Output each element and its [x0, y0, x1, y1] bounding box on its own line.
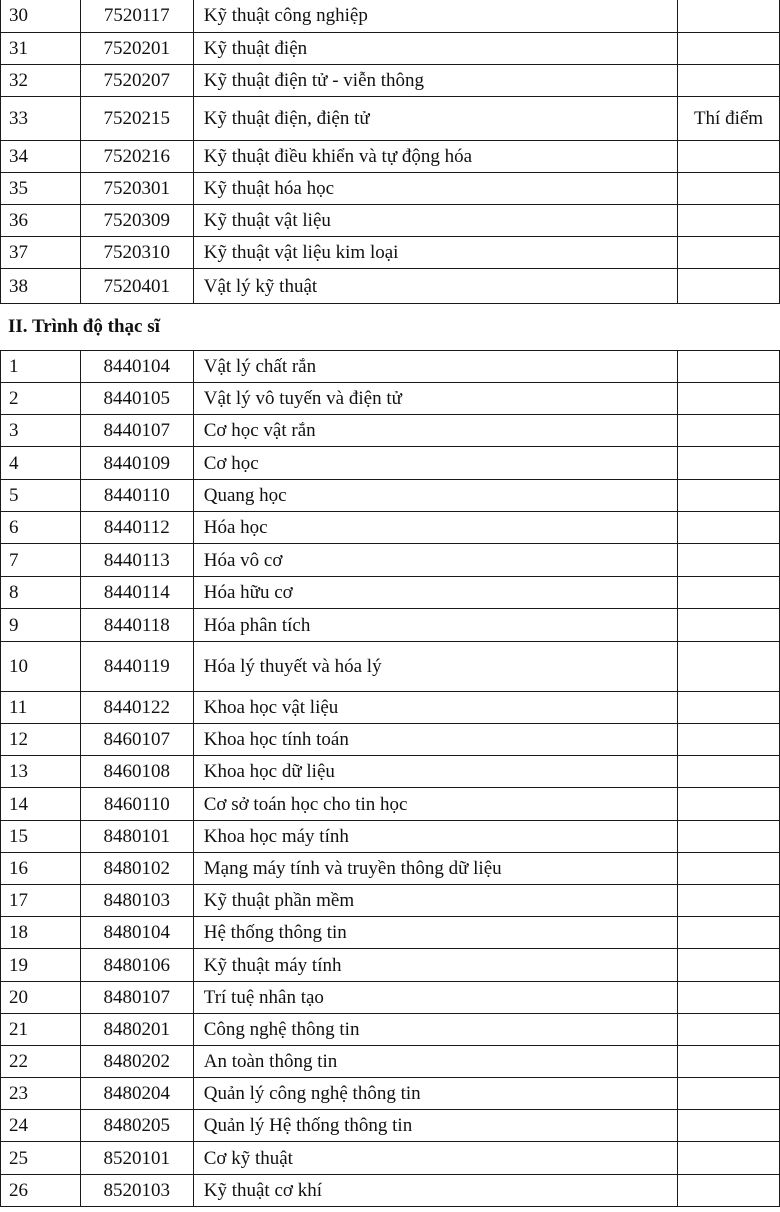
- table-row: [1, 917, 780, 949]
- table-row: [1, 1110, 780, 1142]
- program-code-cell: 7520207: [80, 65, 193, 97]
- undergrad-program-table: [0, 0, 780, 304]
- program-code-cell: 8480201: [80, 1014, 193, 1046]
- program-code-cell: 7520301: [80, 173, 193, 205]
- table-row: [1, 982, 780, 1014]
- program-name-cell: Kỹ thuật điện tử - viễn thông: [193, 65, 677, 97]
- row-number-cell: 7: [1, 544, 81, 577]
- program-name-cell: Hóa học: [193, 512, 677, 544]
- master-section-heading: II. Trình độ thạc sĩ: [8, 316, 160, 337]
- program-name-cell: Cơ sở toán học cho tin học: [193, 788, 677, 821]
- row-number-cell: 36: [1, 205, 81, 237]
- table-row: [1, 821, 780, 853]
- program-name-cell: Cơ học: [193, 447, 677, 480]
- program-name-cell: Kỹ thuật vật liệu: [193, 205, 677, 237]
- note-cell: [678, 1175, 780, 1207]
- program-code-cell: 8480104: [80, 917, 193, 949]
- table-row: [1, 1078, 780, 1110]
- note-cell: [678, 0, 780, 33]
- row-number-cell: 16: [1, 853, 81, 885]
- program-code-cell: 7520201: [80, 33, 193, 65]
- program-name-cell: Hóa lý thuyết và hóa lý: [193, 642, 677, 692]
- program-name-cell: Kỹ thuật điện, điện tử: [193, 97, 677, 141]
- program-name-cell: Công nghệ thông tin: [193, 1014, 677, 1046]
- note-cell: [678, 480, 780, 512]
- program-code-cell: 8440122: [80, 692, 193, 724]
- program-name-cell: Kỹ thuật hóa học: [193, 173, 677, 205]
- program-name-cell: Kỹ thuật cơ khí: [193, 1175, 677, 1207]
- note-cell: [678, 33, 780, 65]
- note-cell: [678, 917, 780, 949]
- row-number-cell: 13: [1, 756, 81, 788]
- program-name-cell: Trí tuệ nhân tạo: [193, 982, 677, 1014]
- program-code-cell: 8520103: [80, 1175, 193, 1207]
- note-cell: [678, 544, 780, 577]
- note-cell: [678, 1046, 780, 1078]
- program-name-cell: Kỹ thuật điều khiển và tự động hóa: [193, 141, 677, 173]
- program-code-cell: 8480102: [80, 853, 193, 885]
- note-cell: [678, 949, 780, 982]
- table-row: [1, 447, 780, 480]
- note-cell: [678, 415, 780, 447]
- row-number-cell: 33: [1, 97, 81, 141]
- table-row: [1, 173, 780, 205]
- program-code-cell: 8480101: [80, 821, 193, 853]
- row-number-cell: 12: [1, 724, 81, 756]
- program-name-cell: Cơ học vật rắn: [193, 415, 677, 447]
- row-number-cell: 25: [1, 1142, 81, 1175]
- program-code-cell: 8480202: [80, 1046, 193, 1078]
- row-number-cell: 9: [1, 609, 81, 642]
- row-number-cell: 34: [1, 141, 81, 173]
- row-number-cell: 21: [1, 1014, 81, 1046]
- row-number-cell: 26: [1, 1175, 81, 1207]
- program-name-cell: Kỹ thuật công nghiệp: [193, 0, 677, 33]
- row-number-cell: 32: [1, 65, 81, 97]
- note-cell: [678, 1014, 780, 1046]
- program-code-cell: 7520215: [80, 97, 193, 141]
- program-name-cell: Hóa vô cơ: [193, 544, 677, 577]
- program-code-cell: 8460110: [80, 788, 193, 821]
- program-name-cell: Cơ kỹ thuật: [193, 1142, 677, 1175]
- program-code-cell: 7520216: [80, 141, 193, 173]
- table-row: [1, 724, 780, 756]
- note-cell: [678, 65, 780, 97]
- row-number-cell: 37: [1, 237, 81, 269]
- note-cell: [678, 1110, 780, 1142]
- note-cell: [678, 1142, 780, 1175]
- program-name-cell: An toàn thông tin: [193, 1046, 677, 1078]
- note-cell: [678, 853, 780, 885]
- note-cell: [678, 788, 780, 821]
- note-cell: [678, 724, 780, 756]
- program-code-cell: 8520101: [80, 1142, 193, 1175]
- table-row: [1, 33, 780, 65]
- program-name-cell: Vật lý kỹ thuật: [193, 269, 677, 304]
- program-code-cell: 8440112: [80, 512, 193, 544]
- table-row: [1, 205, 780, 237]
- note-cell: Thí điểm: [678, 97, 780, 141]
- program-code-cell: 8480204: [80, 1078, 193, 1110]
- program-name-cell: Quản lý công nghệ thông tin: [193, 1078, 677, 1110]
- table-row: [1, 269, 780, 304]
- row-number-cell: 38: [1, 269, 81, 304]
- row-number-cell: 6: [1, 512, 81, 544]
- note-cell: [678, 269, 780, 304]
- note-cell: [678, 141, 780, 173]
- program-code-cell: 7520309: [80, 205, 193, 237]
- program-name-cell: Hóa phân tích: [193, 609, 677, 642]
- row-number-cell: 11: [1, 692, 81, 724]
- program-code-cell: 8460108: [80, 756, 193, 788]
- row-number-cell: 8: [1, 577, 81, 609]
- program-name-cell: Vật lý chất rắn: [193, 351, 677, 383]
- row-number-cell: 23: [1, 1078, 81, 1110]
- row-number-cell: 3: [1, 415, 81, 447]
- table-row: [1, 383, 780, 415]
- table-row: [1, 1046, 780, 1078]
- undergrad-table-body: [1, 0, 780, 304]
- row-number-cell: 2: [1, 383, 81, 415]
- note-cell: [678, 821, 780, 853]
- note-cell: [678, 173, 780, 205]
- row-number-cell: 14: [1, 788, 81, 821]
- program-code-cell: 8440110: [80, 480, 193, 512]
- row-number-cell: 24: [1, 1110, 81, 1142]
- note-cell: [678, 205, 780, 237]
- table-row: [1, 237, 780, 269]
- program-name-cell: Khoa học dữ liệu: [193, 756, 677, 788]
- row-number-cell: 20: [1, 982, 81, 1014]
- program-name-cell: Vật lý vô tuyến và điện tử: [193, 383, 677, 415]
- program-code-cell: 7520310: [80, 237, 193, 269]
- note-cell: [678, 756, 780, 788]
- program-code-cell: 8440105: [80, 383, 193, 415]
- program-name-cell: Kỹ thuật điện: [193, 33, 677, 65]
- table-row: [1, 97, 780, 141]
- table-row: [1, 692, 780, 724]
- program-name-cell: Khoa học máy tính: [193, 821, 677, 853]
- table-row: [1, 351, 780, 383]
- table-row: [1, 141, 780, 173]
- table-row: [1, 609, 780, 642]
- program-code-cell: 8440119: [80, 642, 193, 692]
- table-row: [1, 0, 780, 33]
- program-code-cell: 8440118: [80, 609, 193, 642]
- table-row: [1, 1014, 780, 1046]
- row-number-cell: 10: [1, 642, 81, 692]
- program-code-cell: 8480107: [80, 982, 193, 1014]
- table-row: [1, 544, 780, 577]
- table-row: [1, 1142, 780, 1175]
- table-row: [1, 949, 780, 982]
- table-row: [1, 1175, 780, 1207]
- master-program-table: [0, 350, 780, 1207]
- program-code-cell: 8480205: [80, 1110, 193, 1142]
- table-row: [1, 480, 780, 512]
- row-number-cell: 17: [1, 885, 81, 917]
- note-cell: [678, 577, 780, 609]
- note-cell: [678, 447, 780, 480]
- row-number-cell: 35: [1, 173, 81, 205]
- program-code-cell: 8480103: [80, 885, 193, 917]
- program-name-cell: Khoa học vật liệu: [193, 692, 677, 724]
- note-cell: [678, 237, 780, 269]
- table-row: [1, 577, 780, 609]
- program-code-cell: 7520117: [80, 0, 193, 33]
- program-code-cell: 8440107: [80, 415, 193, 447]
- program-name-cell: Mạng máy tính và truyền thông dữ liệu: [193, 853, 677, 885]
- row-number-cell: 31: [1, 33, 81, 65]
- program-name-cell: Hệ thống thông tin: [193, 917, 677, 949]
- note-cell: [678, 692, 780, 724]
- note-cell: [678, 982, 780, 1014]
- program-code-cell: 8460107: [80, 724, 193, 756]
- row-number-cell: 19: [1, 949, 81, 982]
- program-code-cell: 8440109: [80, 447, 193, 480]
- program-name-cell: Kỹ thuật phần mềm: [193, 885, 677, 917]
- row-number-cell: 5: [1, 480, 81, 512]
- note-cell: [678, 383, 780, 415]
- table-row: [1, 512, 780, 544]
- note-cell: [678, 1078, 780, 1110]
- table-row: [1, 885, 780, 917]
- program-name-cell: Kỹ thuật máy tính: [193, 949, 677, 982]
- program-name-cell: Kỹ thuật vật liệu kim loại: [193, 237, 677, 269]
- program-name-cell: Khoa học tính toán: [193, 724, 677, 756]
- row-number-cell: 15: [1, 821, 81, 853]
- row-number-cell: 18: [1, 917, 81, 949]
- note-cell: [678, 642, 780, 692]
- note-cell: [678, 351, 780, 383]
- program-code-cell: 7520401: [80, 269, 193, 304]
- program-name-cell: Hóa hữu cơ: [193, 577, 677, 609]
- table-row: [1, 788, 780, 821]
- master-table-body: [1, 351, 780, 1207]
- table-row: [1, 853, 780, 885]
- program-code-cell: 8440114: [80, 577, 193, 609]
- program-name-cell: Quản lý Hệ thống thông tin: [193, 1110, 677, 1142]
- table-row: [1, 65, 780, 97]
- program-name-cell: Quang học: [193, 480, 677, 512]
- row-number-cell: 1: [1, 351, 81, 383]
- table-row: [1, 415, 780, 447]
- row-number-cell: 30: [1, 0, 81, 33]
- note-cell: [678, 885, 780, 917]
- row-number-cell: 4: [1, 447, 81, 480]
- row-number-cell: 22: [1, 1046, 81, 1078]
- program-code-cell: 8440104: [80, 351, 193, 383]
- table-row: [1, 642, 780, 692]
- program-code-cell: 8480106: [80, 949, 193, 982]
- program-code-cell: 8440113: [80, 544, 193, 577]
- note-cell: [678, 512, 780, 544]
- table-row: [1, 756, 780, 788]
- note-cell: [678, 609, 780, 642]
